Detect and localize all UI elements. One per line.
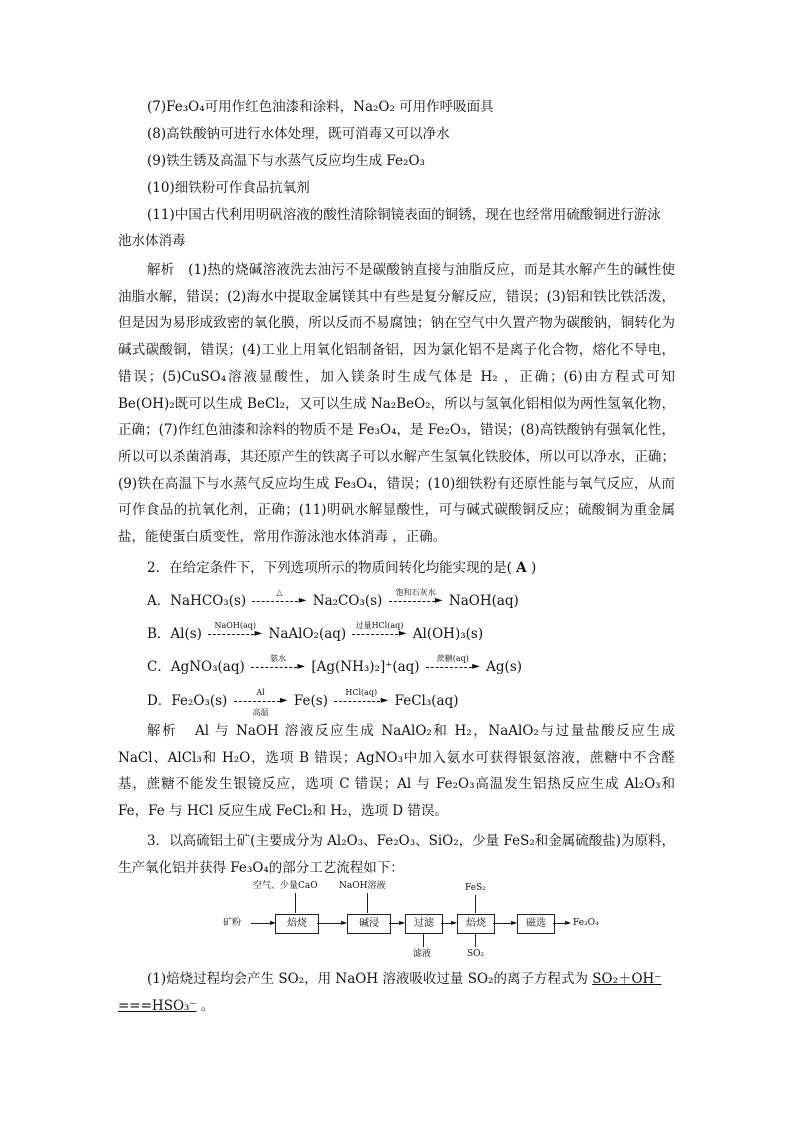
flow-end-label: Fe₃O₄: [573, 918, 599, 928]
option-d: [147, 688, 459, 717]
arrow-condition-below: 高温: [252, 708, 269, 717]
option-b-right: Al(OH)₃(s): [412, 626, 484, 642]
reaction-arrow: HCl(aq) ►: [334, 690, 388, 712]
arrow-head-icon: ►: [451, 918, 458, 927]
reaction-arrow: △ ►: [252, 590, 306, 612]
analysis-text: (1)热的烧碱溶液洗去油污不是碳酸钠直接与油脂反应，而是其水解产生的碱性使油脂水解，错误；(2)海水中提取金属镁其中有些是复分解反应，错误；(3)铝和铁比铁活泼，但是因为易形成致密的氧化膜，所以反而不易腐蚀；钠在空气中久置产物为碳酸钠，铜转化为碱式碳酸铜，错误；(4)工业上用氧化铝制备铝，因为氯化铝不是离子化合物，熔化不导电，错误；(5)CuSO₄溶液显酸性，加入镁条时生成气体是 H₂ ，正确；(6)由方程式可知 Be(OH)₂既可以生成 BeCl₂，又可以生成 Na₂BeO₂，所以与氢氧化铝相似为两性氢氧化物，正确；(7)作红色油漆和涂料的物质不是 Fe₃O₄，是 Fe₂O₃，错误；(8)高铁酸钠有强氧化性，所以可以杀菌消毒，其还原产生的铁离子可以水解产生氢氧化铁胶体，所以可以净水，正确；(9)铁在高温下与水蒸气反应均生成 Fe₃O₄，错误；(10)细铁粉有还原性能与氧气反应，从而可作食品的抗氧化剂，正确；(11)明矾水解显酸性，可与碱式碳酸铜反应；硫酸铜为重金属盐，能使蛋白质变性，常用作游泳池水体消毒 ，正确。: [118, 262, 676, 546]
arrow-condition: Al: [256, 688, 265, 697]
sub-question-end: 。: [200, 998, 215, 1014]
flow-step-filter: 过滤: [405, 914, 443, 934]
analysis-2: [118, 718, 675, 825]
flow-input-air-cao: 空气、少量CaO: [253, 881, 318, 891]
question-2-text: 2．在给定条件下，下列选项所示的物质间转化均能实现的是(: [147, 560, 512, 576]
item-11: (11)中国古代利用明矾溶液的酸性清除铜镜表面的铜锈，现在也经常用硫酸铜进行游泳: [147, 207, 661, 223]
arrow-condition: NaOH(aq): [214, 621, 256, 630]
option-d-left: D．Fe₂O₃(s): [147, 693, 228, 709]
item-11-cont: 池水体消毒: [118, 233, 186, 249]
flow-step-magnetic-sep: 磁选: [517, 914, 555, 934]
flow-step-roast-2: 焙烧: [457, 914, 495, 934]
option-b: [147, 623, 483, 645]
reaction-arrow: 蔗糖(aq) ►: [426, 656, 480, 678]
reaction-arrow: 氨水 ►: [251, 656, 305, 678]
option-c-right: Ag(s): [486, 659, 523, 675]
flow-connector: [295, 893, 296, 913]
arrow-condition: 氨水: [270, 654, 287, 663]
reaction-arrow: Al ► 高温: [234, 690, 288, 712]
question-3-sub-1-cont: [118, 996, 214, 1016]
option-a-left: A．NaHCO₃(s): [147, 593, 247, 609]
flow-input-naoh: NaOH溶液: [339, 881, 386, 891]
reaction-arrow: 过量HCl(aq) ►: [352, 623, 406, 645]
flow-connector: [423, 933, 424, 947]
sub-question-answer: SO₂＋OH⁻: [592, 971, 662, 987]
analysis-label: 解析: [147, 262, 175, 278]
item-8: (8)高铁酸钠可进行水体处理，既可消毒又可以净水: [147, 126, 450, 142]
flow-step-roast-1: 焙烧: [275, 914, 319, 934]
arrow-condition: 过量HCl(aq): [355, 621, 404, 630]
arrow-head-icon: ►: [341, 918, 348, 927]
option-b-left: B．Al(s): [147, 626, 202, 642]
question-3-sub-1: [147, 969, 661, 989]
flow-output-so2: SO₂: [467, 949, 485, 959]
question-2-answer: A: [516, 560, 527, 576]
analysis-text: Al 与 NaOH 溶液反应生成 NaAlO₂和 H₂，NaAlO₂与过量盐酸反应生成 NaCl、AlCl₃和 H₂O，选项 B 错误；AgNO₃中加入氨水可获得银氨溶液，蔗糖中不含醛基，蔗糖不能发生银镜反应，选项 C 错误；Al 与 Fe₂O₃高温发生铝热反应生成 Al₂O₃和 Fe，Fe 与 HCl 反应生成 FeCl₂和 H₂，选项 D 错误。: [118, 723, 675, 820]
arrow-head-icon: ►: [399, 918, 406, 927]
arrow-head-icon: ►: [565, 918, 572, 927]
flow-connector: [475, 895, 476, 913]
option-d-right: FeCl₃(aq): [394, 693, 459, 709]
arrow-condition: △: [276, 588, 283, 597]
flow-connector: [367, 893, 368, 913]
item-9: (9)铁生锈及高温下与水蒸气反应均生成 Fe₂O₃: [147, 153, 425, 169]
arrow-head-icon: ►: [511, 918, 518, 927]
option-c: [147, 656, 522, 678]
arrow-head-icon: ►: [270, 918, 277, 927]
question-2-stem: [147, 558, 536, 578]
flow-connector: [475, 933, 476, 947]
analysis-1: [118, 257, 675, 551]
sub-question-text: (1)焙烧过程均会产生 SO₂，用 NaOH 溶液吸收过量 SO₂的离子方程式为: [147, 971, 588, 987]
question-3-stem: 3．以高硫铝土矿(主要成分为 Al₂O₃、Fe₂O₃、SiO₂，少量 FeS₂和金属硫酸盐)为原料，生产氧化铝并获得 Fe₃O₄的部分工艺流程如下：: [118, 833, 675, 876]
analysis-label: 解析: [147, 723, 178, 739]
option-c-left: C．AgNO₃(aq): [147, 659, 245, 675]
option-a-right: NaOH(aq): [448, 593, 519, 609]
flow-step-alkali-leach: 碱浸: [347, 914, 391, 934]
process-flow-diagram: [215, 880, 605, 970]
option-d-mid: Fe(s): [293, 693, 328, 709]
flow-start-label: 矿粉: [223, 918, 242, 928]
reaction-arrow: 饱和石灰水 ►: [389, 590, 443, 612]
flow-input-fes2: FeS₂: [465, 883, 486, 893]
option-c-mid: [Ag(NH₃)₂]⁺(aq): [311, 659, 420, 675]
question-2-close: ): [530, 560, 537, 576]
option-a: [147, 590, 519, 612]
flow-output-filtrate: 滤液: [413, 949, 432, 959]
arrow-condition: 蔗糖(aq): [436, 654, 469, 663]
item-10: (10)细铁粉可作食品抗氧剂: [147, 180, 310, 196]
sub-question-answer-cont: ===HSO₃⁻: [118, 998, 197, 1014]
arrow-condition: HCl(aq): [345, 688, 378, 697]
option-b-mid: NaAlO₂(aq): [268, 626, 347, 642]
arrow-condition: 饱和石灰水: [395, 588, 436, 597]
item-7: (7)Fe₃O₄可用作红色油漆和涂料，Na₂O₂ 可用作呼吸面具: [147, 99, 494, 115]
option-a-mid: Na₂CO₃(s): [312, 593, 383, 609]
reaction-arrow: NaOH(aq) ►: [208, 623, 262, 645]
